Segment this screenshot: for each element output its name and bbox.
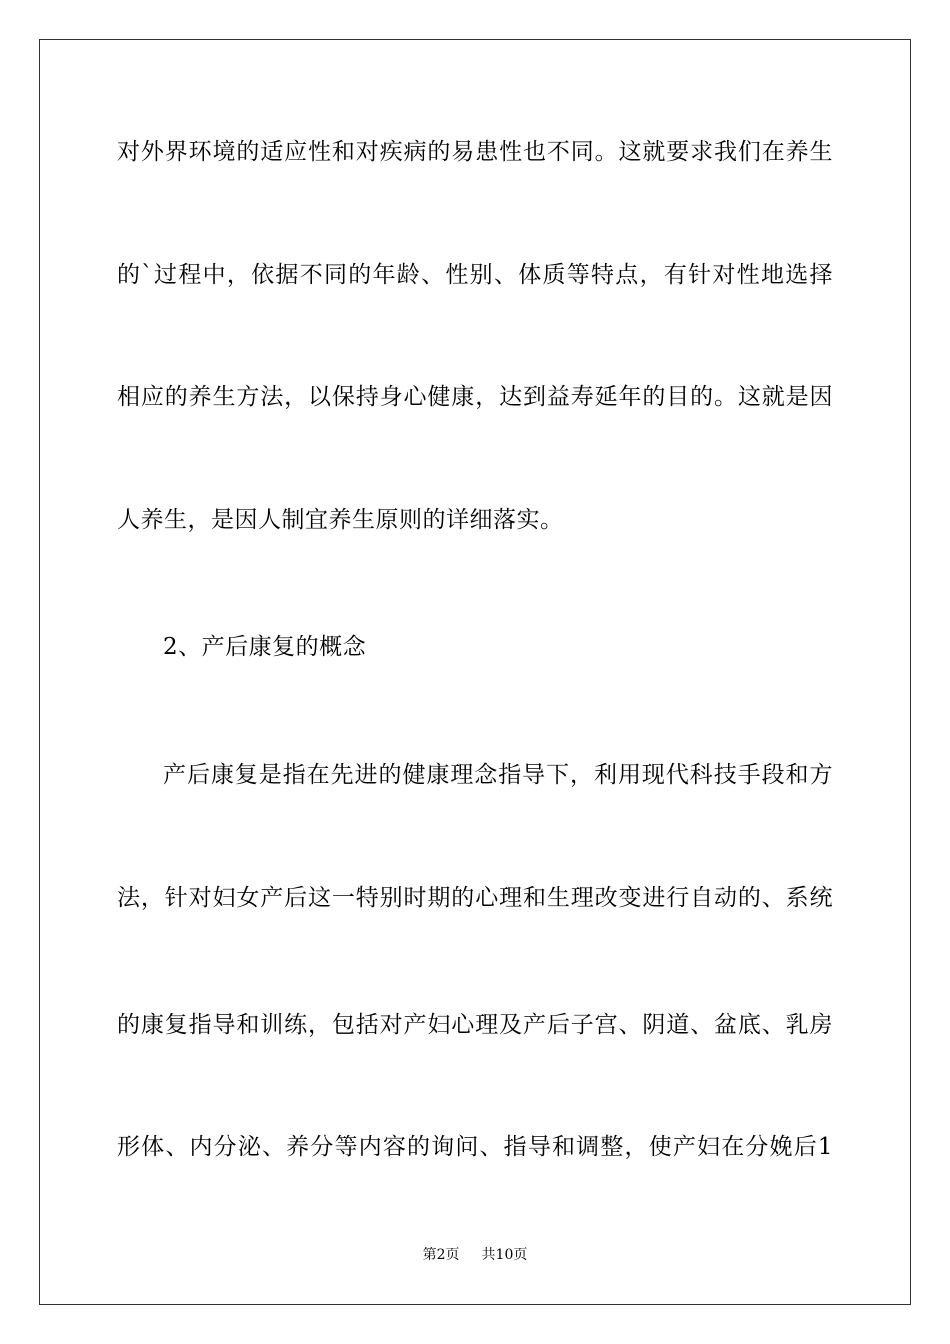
paragraph-line-2: 的`过程中，依据不同的年龄、性别、体质等特点，有针对性地选择	[117, 262, 833, 288]
section-heading: 2、产后康复的概念	[163, 634, 367, 660]
paragraph-line-3: 相应的养生方法，以保持身心健康，达到益寿延年的目的。这就是因	[117, 384, 833, 410]
page-number: 第2页	[422, 1247, 460, 1263]
page-border	[39, 39, 911, 1305]
paragraph-line-6: 法，针对妇女产后这一特别时期的心理和生理改变进行自动的、系统	[117, 885, 833, 911]
paragraph-line-8: 形体、内分泌、养分等内容的询问、指导和调整，使产妇在分娩后1	[117, 1134, 833, 1160]
page-total: 共10页	[481, 1247, 528, 1263]
paragraph-line-7: 的康复指导和训练，包括对产妇心理及产后子宫、阴道、盆底、乳房	[117, 1012, 833, 1038]
page-footer	[0, 1246, 950, 1264]
paragraph-line-4: 人养生，是因人制宜养生原则的详细落实。	[117, 507, 564, 533]
paragraph-line-5: 产后康复是指在先进的健康理念指导下，利用现代科技手段和方	[163, 762, 833, 788]
paragraph-line-1: 对外界环境的适应性和对疾病的易患性也不同。这就要求我们在养生	[117, 139, 833, 165]
